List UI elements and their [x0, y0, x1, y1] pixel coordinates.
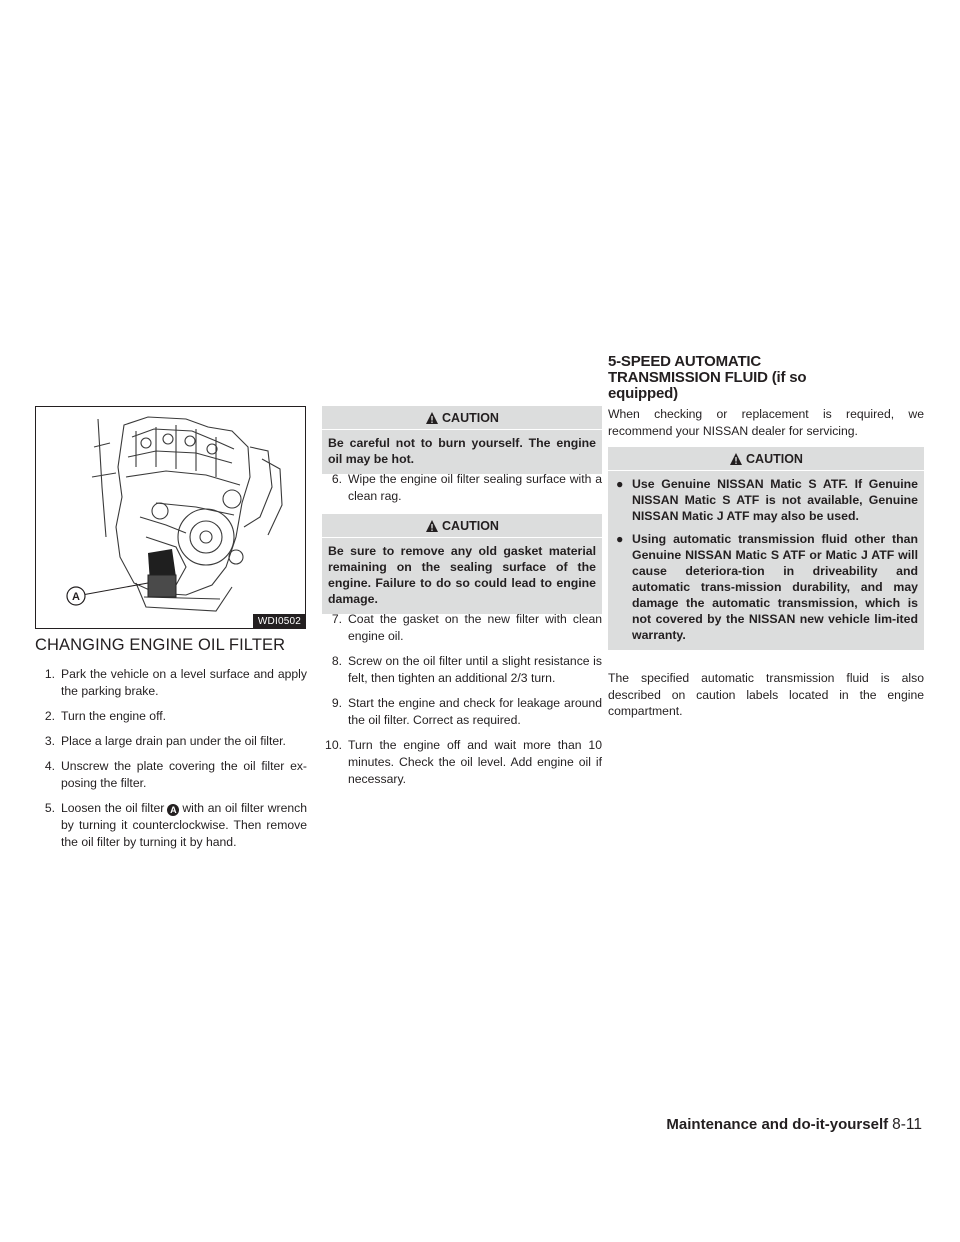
figure-callout-label: A [72, 591, 80, 603]
footer-section-title: Maintenance and do-it-yourself [666, 1116, 889, 1133]
caution-title: CAUTION [746, 451, 803, 466]
step-six [322, 471, 602, 513]
page-footer [666, 1116, 922, 1134]
caution-title: CAUTION [442, 410, 499, 425]
caution-text: Be sure to remove any old gasket material remaining on the sealing surface of the engine. Failure to do so could lead to engine damage. [328, 544, 596, 606]
list-item: ● Using automatic transmission fluid other than Genuine NISSAN Matic S ATF or Matic J ATF will cause deteriora-tion in driveability and automatic trans-mission durability, and may damage the automatic transmission, which is not covered by the NISSAN new vehicle lim-ited warranty. [616, 532, 918, 642]
engine-drawing [36, 407, 306, 629]
caution-box-hot-oil [322, 406, 602, 474]
bullet-icon: ● [616, 477, 624, 491]
caution-title: CAUTION [442, 518, 499, 533]
caution-box-gasket [322, 514, 602, 614]
list-item: 5. Loosen the oil filter A with an oil filter wrench by turning it counterclockwise. Then remove the oil filter by turning it by hand. [44, 801, 307, 849]
caution-box-atf [608, 447, 924, 650]
list-item: ● Use Genuine NISSAN Matic S ATF. If Genuine NISSAN Matic S ATF is not available, Genuine NISSAN Matic J ATF may also be used. [616, 477, 918, 523]
figure-code: WDI0502 [253, 614, 305, 628]
list-item: 7. Coat the gasket on the new filter with clean engine oil. [331, 612, 602, 643]
section-heading-atf: 5-SPEED AUTOMATIC TRANSMISSION FLUID (if so equipped) [608, 353, 807, 402]
engine-oil-filter-illustration [35, 406, 306, 629]
atf-intro-text: When checking or replacement is required, we recommend your NISSAN dealer for servicing. [608, 407, 924, 438]
callout-a-icon: A [167, 804, 179, 816]
atf-outro-text: The specified automatic transmission fluid is also described on caution labels located in the engine compartment. [608, 671, 924, 718]
caution-text: Be careful not to burn yourself. The engine oil may be hot. [328, 436, 596, 466]
caution-list [614, 476, 918, 643]
list-item: 10. Turn the engine off and wait more than 10 minutes. Check the oil level. Add engine oil if necessary. [325, 738, 602, 786]
oil-filter-steps-continued [322, 611, 602, 796]
warning-triangle-icon [729, 452, 743, 466]
oil-filter-steps [35, 666, 307, 859]
bullet-icon: ● [616, 532, 624, 546]
warning-triangle-icon [425, 519, 439, 533]
list-item: 6. Wipe the engine oil filter sealing surface with a clean rag. [331, 472, 602, 503]
page-number: 8-11 [892, 1116, 922, 1133]
warning-triangle-icon [425, 411, 439, 425]
list-item: 2. Turn the engine off. [44, 709, 167, 723]
section-heading-oil-filter: CHANGING ENGINE OIL FILTER [35, 636, 286, 654]
list-item: 4. Unscrew the plate covering the oil filter ex-posing the filter. [44, 759, 307, 790]
list-item: 9. Start the engine and check for leakage around the oil filter. Correct as required. [331, 696, 602, 727]
list-item: 3. Place a large drain pan under the oil filter. [44, 734, 286, 748]
list-item: 8. Screw on the oil filter until a slight resistance is felt, then tighten an additional 2/3 turn. [331, 654, 602, 685]
list-item: 1. Park the vehicle on a level surface and apply the parking brake. [44, 667, 307, 698]
